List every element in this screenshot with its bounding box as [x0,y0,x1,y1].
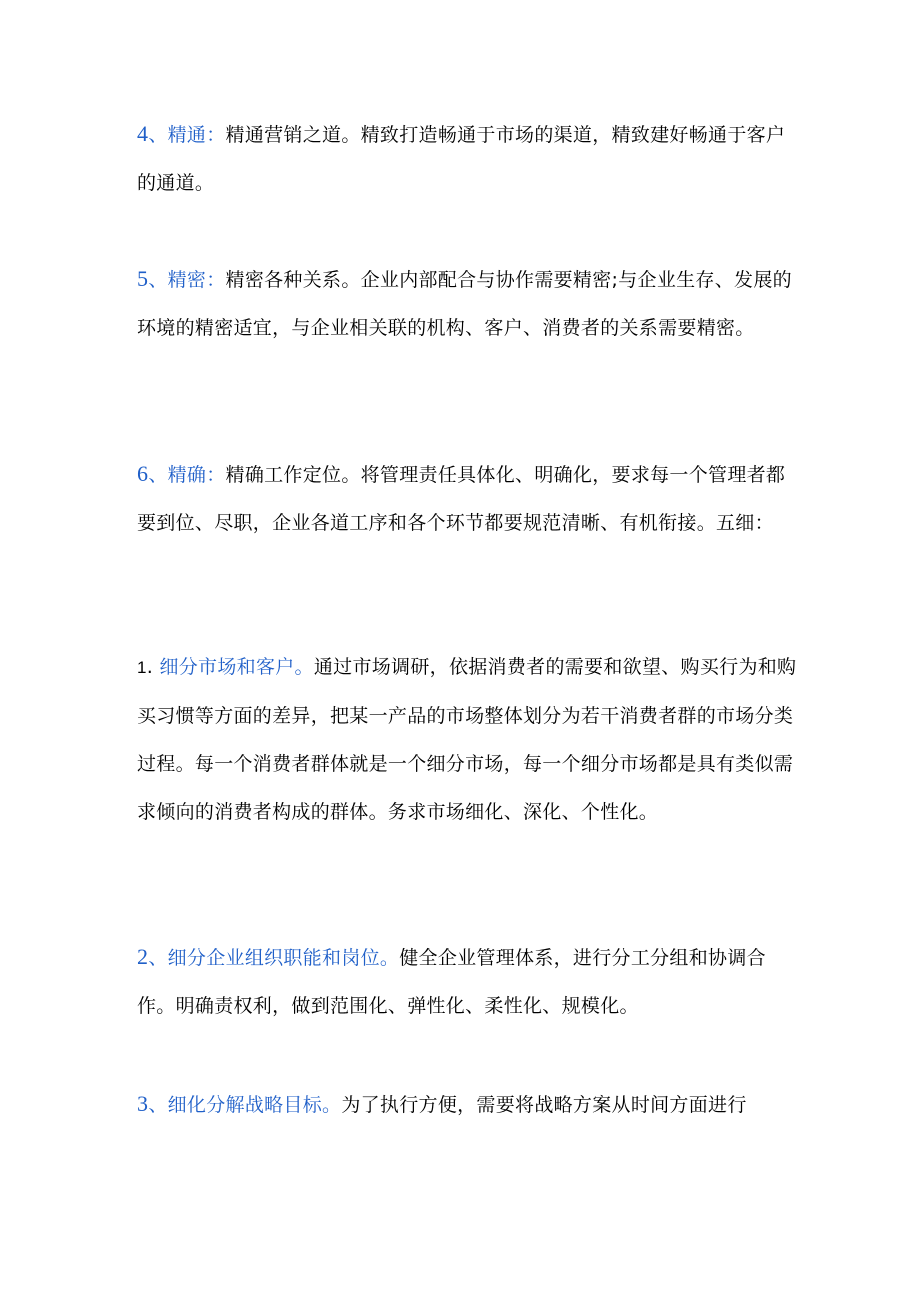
item-body: 健全企业管理体系，进行分工分组和协调合作。明确责权利，做到范围化、弹性化、柔性化、规模化。 [137,947,766,1017]
paragraph-xifen-shichang [137,643,797,836]
item-separator: 、 [148,464,168,486]
item-number: 1 [137,658,147,677]
item-body: 精通营销之道。精致打造畅通于市场的渠道，精致建好畅通于客户的通道。 [137,124,786,194]
item-separator: 、 [148,124,168,146]
item-number: 3 [137,1091,149,1116]
item-heading: 精通： [167,124,226,146]
item-heading: 细分企业组织职能和岗位。 [167,947,400,969]
item-heading: 精密： [167,269,226,291]
item-body: 通过市场调研，依据消费者的需要和欲望、购买行为和购买习惯等方面的差异，把某一产品的市场整体划分为若干消费者群的市场分类过程。每一个消费者群体就是一个细分市场，每一个细分市场都是具有类似需求倾向的消费者构成的群体。务求市场细化、深化、个性化。 [137,656,797,823]
paragraph-jingque [137,450,797,547]
item-number: 4 [137,121,149,146]
item-number: 5 [137,266,149,291]
item-separator: 、 [148,269,168,291]
paragraph-xifen-zuzhi [137,933,797,1030]
paragraph-jingtong [137,110,797,207]
item-body: 为了执行方便，需要将战略方案从时间方面进行 [341,1094,747,1116]
item-separator: 、 [148,1094,168,1116]
item-heading: 细化分解战略目标。 [167,1094,342,1116]
item-separator: . [146,656,160,678]
item-body: 精密各种关系。企业内部配合与协作需要精密;与企业生存、发展的环境的精密适宜，与企业相关联的机构、客户、消费者的关系需要精密。 [137,269,792,339]
item-heading: 精确： [167,464,226,486]
item-number: 6 [137,461,149,486]
paragraph-jingmi [137,255,797,352]
item-body: 精确工作定位。将管理责任具体化、明确化，要求每一个管理者都要到位、尽职，企业各道工序和各个环节都要规范清晰、有机衔接。五细： [137,464,786,534]
item-heading: 细分市场和客户。 [159,656,314,678]
item-separator: 、 [148,947,168,969]
paragraph-xihua-mubiao [137,1080,797,1129]
item-number: 2 [137,944,149,969]
